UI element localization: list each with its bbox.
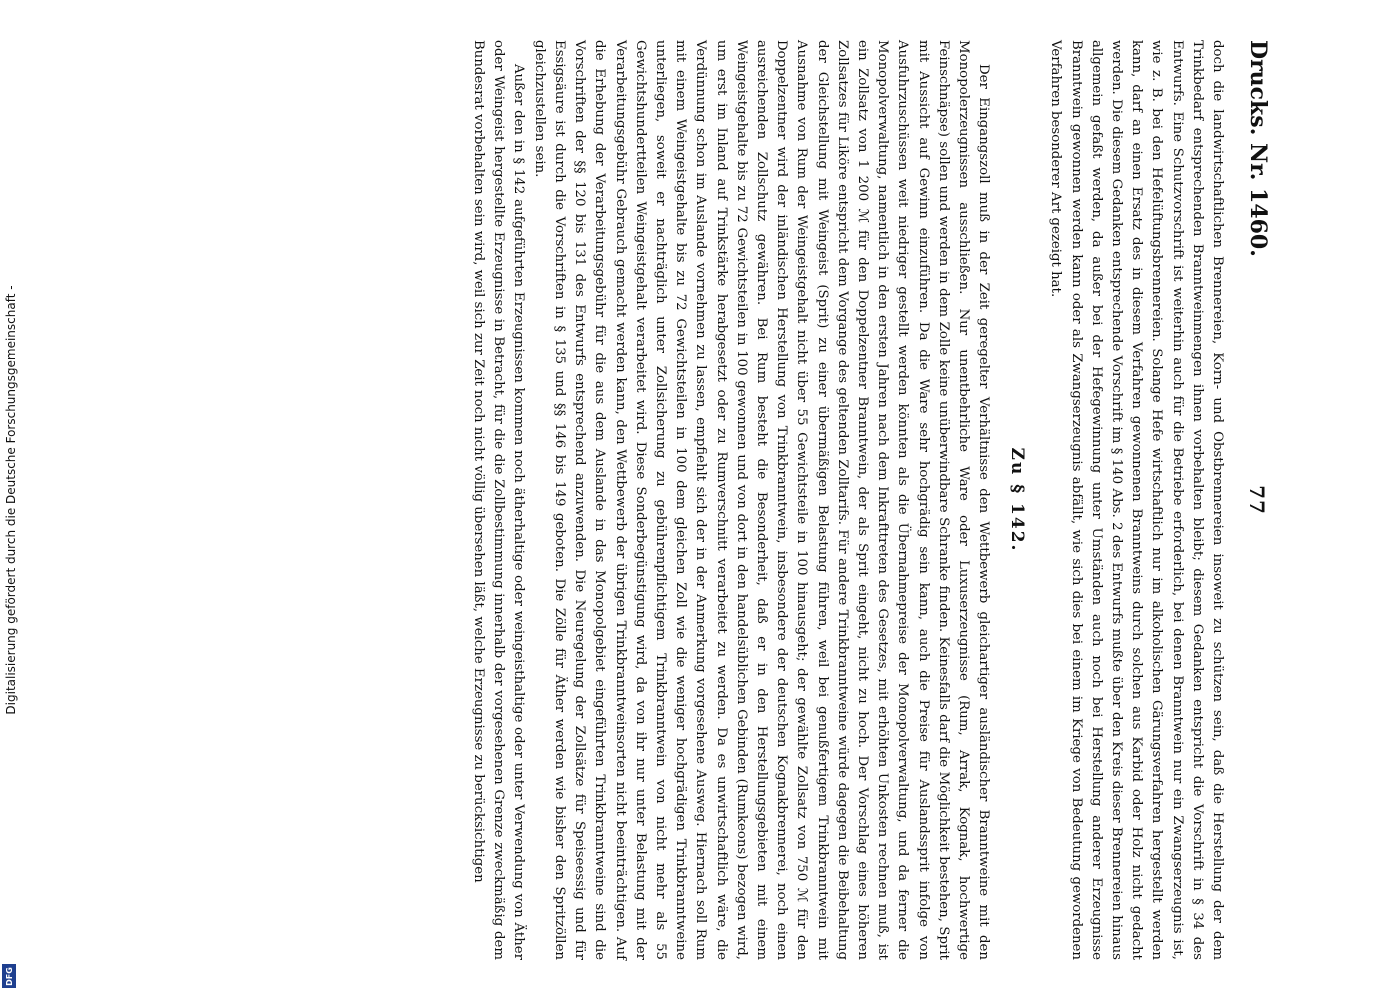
dfg-logo xyxy=(2,964,16,988)
rotated-text-block xyxy=(125,40,1273,960)
digitization-credit xyxy=(0,0,22,1000)
paragraph-intro: doch die landwirtschaftlichen Brennereien, Korn- und Obstbrennereien insoweit zu schützen sein, daß die Herstellung der dem Trinkbedarf entsprechenden Branntweinmengen ihnen vorbehalten bleibt; diesem Gedanken entspricht die Vorschrift in § 34 des Entwurfs. Eine Schutzvorschrift ist weiterhin auch für die Betriebe erforderlich, bei denen Branntwein nur ein Zwangserzeugnis ist, wie z. B. bei den Hefelüftungsbrennereien. Solange Hefe wirtschaftlich nur im alkoholischen Gärungsverfahren hergestellt werden kann, darf an einen Ersatz des in diesem Verfahren gewonnenen Branntweins durch solchen aus Karbid oder Holz nicht gedacht werden. Die diesem Gedanken entsprechende Vorschrift im § 140 Abs. 2 des Entwurfs mußte über den Kreis dieser Brennereien hinaus allgemein gefaßt werden, da außer bei der Hefegewinnung unter Umständen auch noch bei Herstellung anderer Erzeugnisse Branntwein gewonnen werden kann oder als Zwangserzeugnis abfällt, wie sich dies bei einem im Kriege von Bedeutung gewordenen Verfahren besonderer Art gezeigt hat. xyxy=(1048,40,1225,960)
document-number: Drucks. Nr. 1460. xyxy=(1245,40,1271,257)
digitization-credit-text: Digitalisierung gefördert durch die Deutsche Forschungsgemeinschaft - xyxy=(4,285,18,715)
scanned-page xyxy=(125,40,1273,960)
paragraph-main: Der Eingangszoll muß in der Zeit geregelter Verhältnisse den Wettbewerb gleichartiger ausländischer Branntweine mit den Monopolerzeugnissen ausschließen. Nur unentbehrliche Ware oder Luxuserzeugnisse (Rum, Arrak, Kognak, hochwertige Feinschnäpse) sollen und werden in dem Zolle keine unüberwindbare Schranke finden. Keinesfalls darf die Möglichkeit bestehen, Sprit mit Aussicht auf Gewinn einzuführen. Da die Ware sehr hochgrädig sein kann, auch die Preise für Auslandssprit infolge von Ausfuhrzuschüssen weit niedriger gestellt werden könnten als die Übernahmepreise der Monopolverwaltung, und da ferner die Monopolverwaltung, namentlich in den ersten Jahren nach dem Inkrafttreten des Gesetzes, mit erhöhten Unkosten rechnen muß, ist ein Zollsatz von 1 200 ℳ für den Doppelzentner Branntwein, der als Sprit eingeht, nicht zu hoch. Der Vorschlag eines höheren Zollsatzes für Liköre entspricht dem Vorgange des geltenden Zolltarifs. Für andere Trinkbranntweine würde dagegen die Beibehaltung der Gleichstellung mit Weingeist (Sprit) zu einer übermäßigen Belastung führen, weil bei genußfertigem Trinkbranntwein mit Ausnahme von Rum der Weingeistgehalt nicht über 55 Gewichtsteile in 100 hinausgeht; der gewählte Zollsatz von 750 ℳ für den Doppelzentner wird der inländischen Herstellung von Trinkbranntwein, insbesondere der deutschen Kognakbrennerei, noch einen ausreichenden Zollschutz gewähren. Bei Rum besteht die Besonderheit, daß er in den Herstellungsgebieten mit einem Weingeistgehalte bis zu 72 Gewichtsteilen in 100 gewonnen und von dort in den handelsüblichen Gebinden (Rumkeons) bezogen wird, um erst im Inland auf Trinkstärke herabgesetzt oder zu Rumverschnitt verarbeitet zu werden. Da es unwirtschaftlich wäre, die Verdünnung schon im Auslande vornehmen zu lassen, empfiehlt sich der in der Anmerkung vorgesehene Ausweg. Hiernach soll Rum mit einem Weingeistgehalte bis zu 72 Gewichtsteilen in 100 dem gleichen Zoll wie die weniger hochgrädigen Trinkbranntweine unterliegen, soweit er nachträglich unter Zollsicherung zu gebührenpflichtigem Trinkbranntwein von nicht mehr als 55 Gewichtshundertteilen Weingeistgehalt verarbeitet wird. Diese Sonderbegünstigung wird, da von ihr nur unter Belastung mit der Verarbeitungsgebühr Gebrauch gemacht werden kann, den Wettbewerb der übrigen Trinkbranntweinsorten nicht beeinträchtigen. Auf die Erhebung der Verarbeitungsgebühr für die aus dem Auslande in das Monopolgebiet eingeführten Trinkbranntweine sind die Vorschriften der §§ 120 bis 131 des Entwurfs entsprechend anzuwenden. Die Neuregelung der Zollsätze für Speiseessig und für Essigsäure ist durch die Vorschriften in § 135 und §§ 146 bis 149 geboten. Die Zölle für Äther werden wie bisher den Spritzöllen gleichzustellen sein. xyxy=(531,40,992,960)
page-number: 77 xyxy=(1245,485,1269,515)
paragraph-continued: Außer den in § 142 aufgeführten Erzeugnissen kommen noch ätherhaltige oder weingeisthaltige oder unter Verwendung von Äther oder Weingeist hergestellte Erzeugnisse in Betracht, für die die Zollbestimmung innerhalb der vorgesehenen Grenze zweckmäßig dem Bundesrat vorbehalten sein wird, weil sich zur Zeit noch nicht völlig übersehen läßt, welche Erzeugnisse zu berücksichtigen xyxy=(471,40,527,960)
dfg-logo-text: DFG xyxy=(4,966,14,986)
page-header xyxy=(1227,40,1273,960)
section-title: Zu § 142. xyxy=(1007,447,1028,553)
